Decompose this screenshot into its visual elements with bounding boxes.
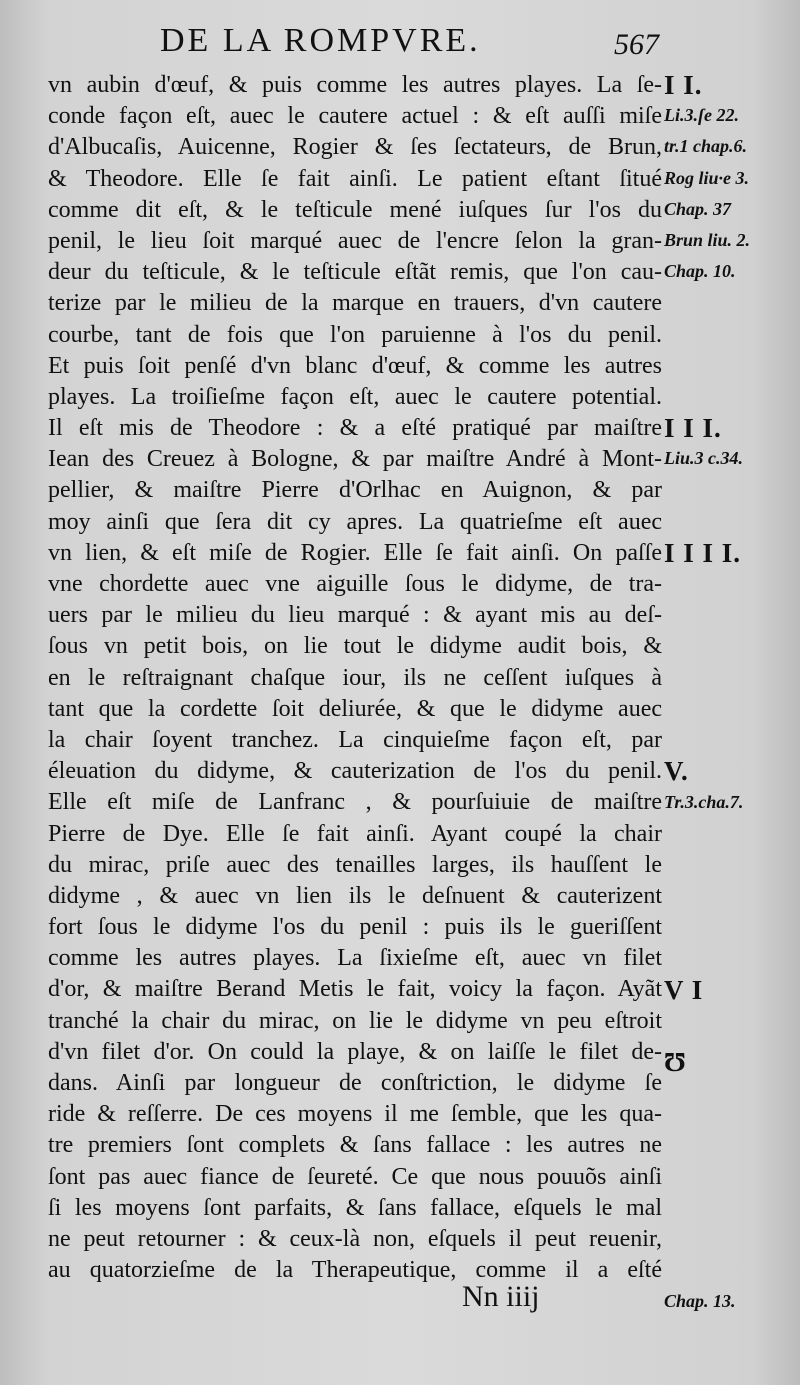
text-line: Elle eſt miſe de Lanfranc , & pourſuiuie de maiſtre <box>48 789 662 816</box>
margin-reference: Tr.3.cha.7. <box>664 791 744 812</box>
text-line: terize par le milieu de la marque en trauers, d'vn cautere <box>48 290 662 317</box>
margin-reference: Rog liu·e 3. <box>664 167 750 188</box>
text-line: Il eſt mis de Theodore : & a eſté pratiqué par maiſtre <box>48 415 662 442</box>
text-line: Pierre de Dye. Elle ſe fait ainſi. Ayant coupé la chair <box>48 820 662 847</box>
text-line: ſous vn petit bois, on lie tout le didyme audit bois, & <box>48 633 662 660</box>
margin-section-number: V I <box>664 974 704 1005</box>
text-line: penil, le lieu ſoit marqué auec de l'encre ſelon la gran- <box>48 227 662 254</box>
margin-reference: Chap. 37 <box>664 198 732 219</box>
text-line: vn lien, & eſt miſe de Rogier. Elle ſe fait ainſi. On paſſe <box>48 539 662 566</box>
text-line: deur du teſticule, & le teſticule eſtãt remis, que l'on cau- <box>48 259 662 286</box>
text-line: moy ainſi que ſera dit cy apres. La quatrieſme eſt auec <box>48 508 662 535</box>
signature-mark: Nn iiij <box>462 1280 540 1313</box>
text-line: comme dit eſt, & le teſticule mené iuſques ſur l'os du <box>48 196 662 223</box>
text-line: ſont pas auec fiance de ſeureté. Ce que nous pouuõs ainſi <box>48 1163 662 1190</box>
text-line: vn aubin d'œuf, & puis comme les autres playes. La ſe- <box>48 72 662 98</box>
text-line: tranché la chair du mirac, on lie le didyme vn peu eſtroit <box>48 1007 662 1034</box>
text-line: éleuation du didyme, & cauterization de l'os du penil. <box>48 758 662 785</box>
text-line: d'Albucaſis, Auicenne, Rogier & ſes ſectateurs, de Brun, <box>48 134 662 161</box>
margin-reference: Li.3.ſe 22. <box>664 105 739 126</box>
text-line: tant que la cordette ſoit deliurée, & que le didyme auec <box>48 695 662 722</box>
margin-reference: Chap. 13. <box>664 1290 736 1311</box>
text-line: pellier, & maiſtre Pierre d'Orlhac en Auignon, & par <box>48 477 662 504</box>
page-header <box>0 18 800 68</box>
margin-section-number: Ʊ <box>664 1046 687 1077</box>
text-line: Et puis ſoit penſé d'vn blanc d'œuf, & comme les autres <box>48 352 662 379</box>
text-line: d'or, & maiſtre Berand Metis le fait, voicy la façon. Ayãt <box>48 976 662 1003</box>
margin-reference: Chap. 10. <box>664 261 736 282</box>
running-title: DE LA ROMPVRE. <box>160 22 481 59</box>
text-line: d'vn filet d'or. On could la playe, & on laiſſe le filet de- <box>48 1038 662 1065</box>
text-line: au quatorzieſme de la Therapeutique, comme il a eſté <box>48 1257 662 1284</box>
text-line: didyme , & auec vn lien ils le deſnuent & cauterizent <box>48 882 662 909</box>
margin-reference: Brun liu. 2. <box>664 230 751 250</box>
text-line: uers par le milieu du lieu marqué : & ayant mis au deſ- <box>48 602 662 629</box>
text-line: en le reſtraignant chaſque iour, ils ne ceſſent iuſques à <box>48 664 662 691</box>
main-text-block <box>48 70 662 1286</box>
margin-section-number: I I I. <box>664 413 722 444</box>
text-line: Iean des Creuez à Bologne, & par maiſtre André à Mont- <box>48 446 662 473</box>
text-line: tre premiers ſont complets & ſans fallace : les autres ne <box>48 1132 662 1159</box>
text-line: ſi les moyens ſont parfaits, & ſans fallace, eſquels le mal <box>48 1194 662 1221</box>
text-line: dans. Ainſi par longueur de conſtriction, le didyme ſe <box>48 1070 662 1096</box>
text-line: du mirac, priſe auec des tenailles larges, ils hauſſent le <box>48 851 662 878</box>
page-number: 567 <box>614 28 659 61</box>
margin-section-number: I I I I. <box>664 538 742 568</box>
margin-section-number: V. <box>664 756 689 787</box>
text-line: conde façon eſt, auec le cautere actuel : & eſt auſſi miſe <box>48 103 662 130</box>
text-line: la chair ſoyent tranchez. La cinquieſme façon eſt, par <box>48 726 662 753</box>
text-line: vne chordette auec vne aiguille ſous le didyme, de tra- <box>48 571 662 597</box>
text-line: playes. La troiſieſme façon eſt, auec le cautere potential. <box>48 383 662 410</box>
text-line: courbe, tant de fois que l'on paruienne à l'os du penil. <box>48 321 662 348</box>
text-line: ne peut retourner : & ceux-là non, eſquels il peut reuenir, <box>48 1225 662 1252</box>
text-line: ride & reſſerre. De ces moyens il me ſemble, que les qua- <box>48 1101 662 1128</box>
text-line: fort ſous le didyme l'os du penil : puis ils le gueriſſent <box>48 914 662 941</box>
text-line: comme les autres playes. La ſixieſme eſt, auec vn filet <box>48 945 662 972</box>
margin-reference: Liu.3 c.34. <box>664 448 743 469</box>
margin-section-number: I I. <box>664 70 703 100</box>
text-line: & Theodore. Elle ſe fait ainſi. Le patient eſtant ſitué <box>48 165 662 192</box>
margin-reference: tr.1 chap.6. <box>664 136 748 157</box>
